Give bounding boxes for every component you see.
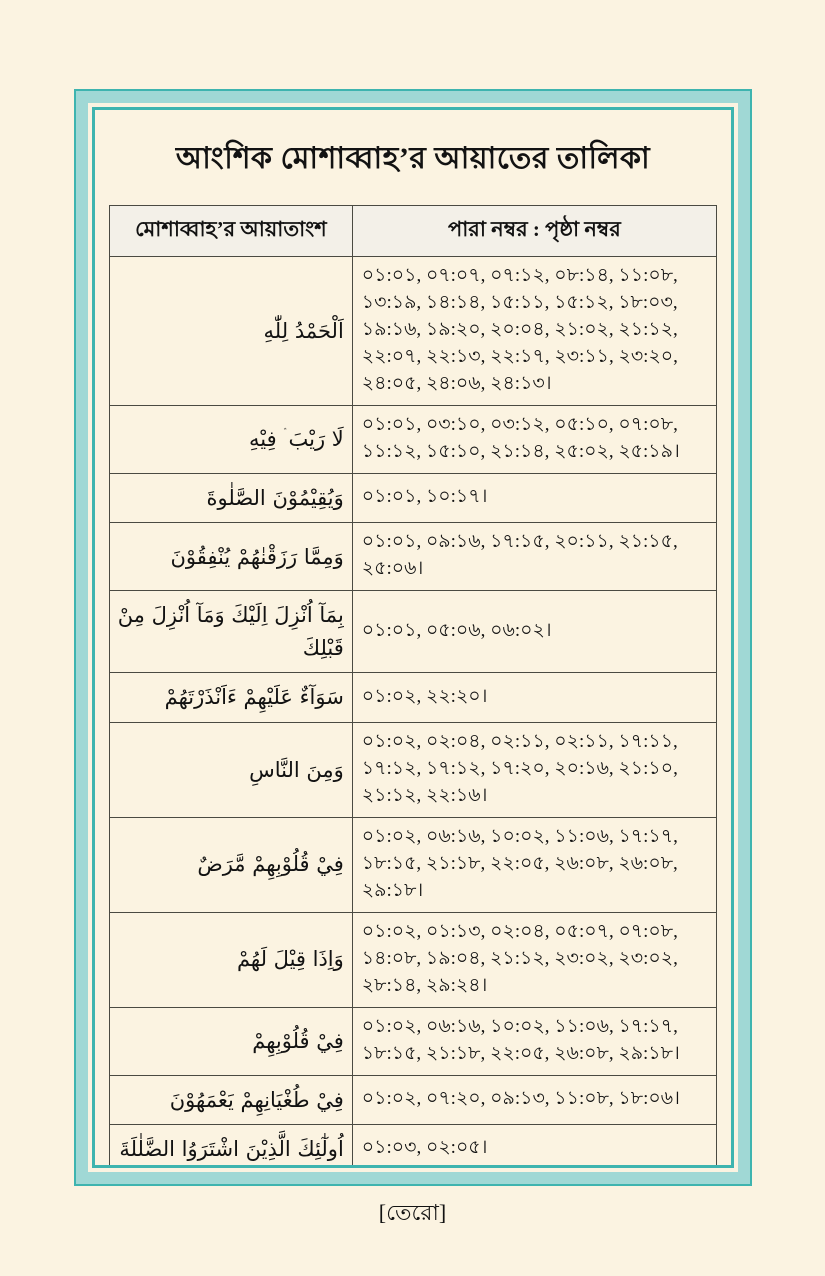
frame-gap xyxy=(88,103,738,1172)
page-number: [তেরো] xyxy=(378,1200,447,1225)
table-row xyxy=(110,1125,717,1168)
verse-table-body xyxy=(110,257,717,1169)
verse-locations: ০১:০২, ০১:১৩, ০২:০৪, ০৫:০৭, ০৭:০৮, ১৪:০৮, ১৯:০৪, ২১:১২, ২৩:০২, ২৩:০২, ২৮:১৪, ২৯:২৪। xyxy=(352,912,716,1007)
verse-locations: ০১:০২, ২২:২০। xyxy=(352,673,716,723)
verse-arabic: فِيْ قُلُوْبِهِمْ xyxy=(110,1007,353,1075)
table-row xyxy=(110,722,717,817)
frame-inner xyxy=(92,107,734,1168)
verse-arabic: سَوَآءٌ عَلَيْهِمْ ءَاَنْذَرْتَهُمْ xyxy=(110,673,353,723)
verse-locations: ০১:০১, ১০:১৭। xyxy=(352,473,716,523)
page-title: আংশিক মোশাব্বাহ’র আয়াতের তালিকা xyxy=(175,142,651,175)
verse-arabic: وَاِذَا قِيْلَ لَهُمْ xyxy=(110,912,353,1007)
verse-locations: ০১:০২, ০৬:১৬, ১০:০২, ১১:০৬, ১৭:১৭, ১৮:১৫, ২১:১৮, ২২:০৫, ২৬:০৮, ২৬:০৮, ২৯:১৮। xyxy=(352,817,716,912)
table-row xyxy=(110,817,717,912)
table-row xyxy=(110,473,717,523)
verse-arabic: لَا رَيْبَ ۛ فِيْهِ xyxy=(110,405,353,473)
frame-band xyxy=(76,91,750,1184)
table-row xyxy=(110,405,717,473)
verse-arabic: وَمِمَّا رَزَقْنٰهُمْ يُنْفِقُوْنَ xyxy=(110,523,353,591)
verse-table xyxy=(109,205,717,1168)
column-header-verse: মোশাব্বাহ’র আয়াতাংশ xyxy=(110,206,353,257)
verse-locations: ০১:০২, ০৭:২০, ০৯:১৩, ১১:০৮, ১৮:০৬। xyxy=(352,1075,716,1125)
verse-locations: ০১:০১, ০৯:১৬, ১৭:১৫, ২০:১১, ২১:১৫, ২৫:০৬। xyxy=(352,523,716,591)
table-row xyxy=(110,591,717,673)
verse-arabic: وَمِنَ النَّاسِ xyxy=(110,722,353,817)
table-row xyxy=(110,1075,717,1125)
header-row xyxy=(110,206,717,257)
verse-locations: ০১:০১, ০৩:১০, ০৩:১২, ০৫:১০, ০৭:০৮, ১১:১২, ১৫:১০, ২১:১৪, ২৫:০২, ২৫:১৯। xyxy=(352,405,716,473)
table-row xyxy=(110,523,717,591)
verse-arabic: فِيْ قُلُوْبِهِمْ مَّرَضٌ xyxy=(110,817,353,912)
verse-arabic: وَيُقِيْمُوْنَ الصَّلٰوةَ xyxy=(110,473,353,523)
table-row xyxy=(110,673,717,723)
verse-table-header xyxy=(110,206,717,257)
verse-arabic: فِيْ طُغْيَانِهِمْ يَعْمَهُوْنَ xyxy=(110,1075,353,1125)
decorative-frame xyxy=(74,89,752,1186)
verse-locations: ০১:০১, ০৫:০৬, ০৬:০২। xyxy=(352,591,716,673)
table-row xyxy=(110,1007,717,1075)
verse-arabic: بِمَآ اُنْزِلَ اِلَيْكَ وَمَآ اُنْزِلَ مِنْ قَبْلِكَ xyxy=(110,591,353,673)
verse-locations: ০১:০২, ০২:০৪, ০২:১১, ০২:১১, ১৭:১১, ১৭:১২, ১৭:১২, ১৭:২০, ২০:১৬, ২১:১০, ২১:১২, ২২:১৬। xyxy=(352,722,716,817)
verse-arabic: اَلْحَمْدُ لِلّٰهِ xyxy=(110,257,353,406)
verse-arabic: اُولٰٓئِكَ الَّذِيْنَ اشْتَرَوُا الضَّلٰلَةَ xyxy=(110,1125,353,1168)
verse-locations: ০১:০২, ০৬:১৬, ১০:০২, ১১:০৬, ১৭:১৭, ১৮:১৫, ২১:১৮, ২২:০৫, ২৬:০৮, ২৯:১৮। xyxy=(352,1007,716,1075)
table-row xyxy=(110,912,717,1007)
verse-locations: ০১:০৩, ০২:০৫। xyxy=(352,1125,716,1168)
verse-locations: ০১:০১, ০৭:০৭, ০৭:১২, ০৮:১৪, ১১:০৮, ১৩:১৯, ১৪:১৪, ১৫:১১, ১৫:১২, ১৮:০৩, ১৯:১৬, ১৯:২০, ২০:০৪, ২১:০২, ২১:১২, ২২:০৭, ২২:১৩, ২২:১৭, ২৩:১১, ২৩:২০, ২৪:০৫, ২৪:০৬, ২৪:১৩। xyxy=(352,257,716,406)
column-header-locations: পারা নম্বর : পৃষ্ঠা নম্বর xyxy=(352,206,716,257)
table-row xyxy=(110,257,717,406)
